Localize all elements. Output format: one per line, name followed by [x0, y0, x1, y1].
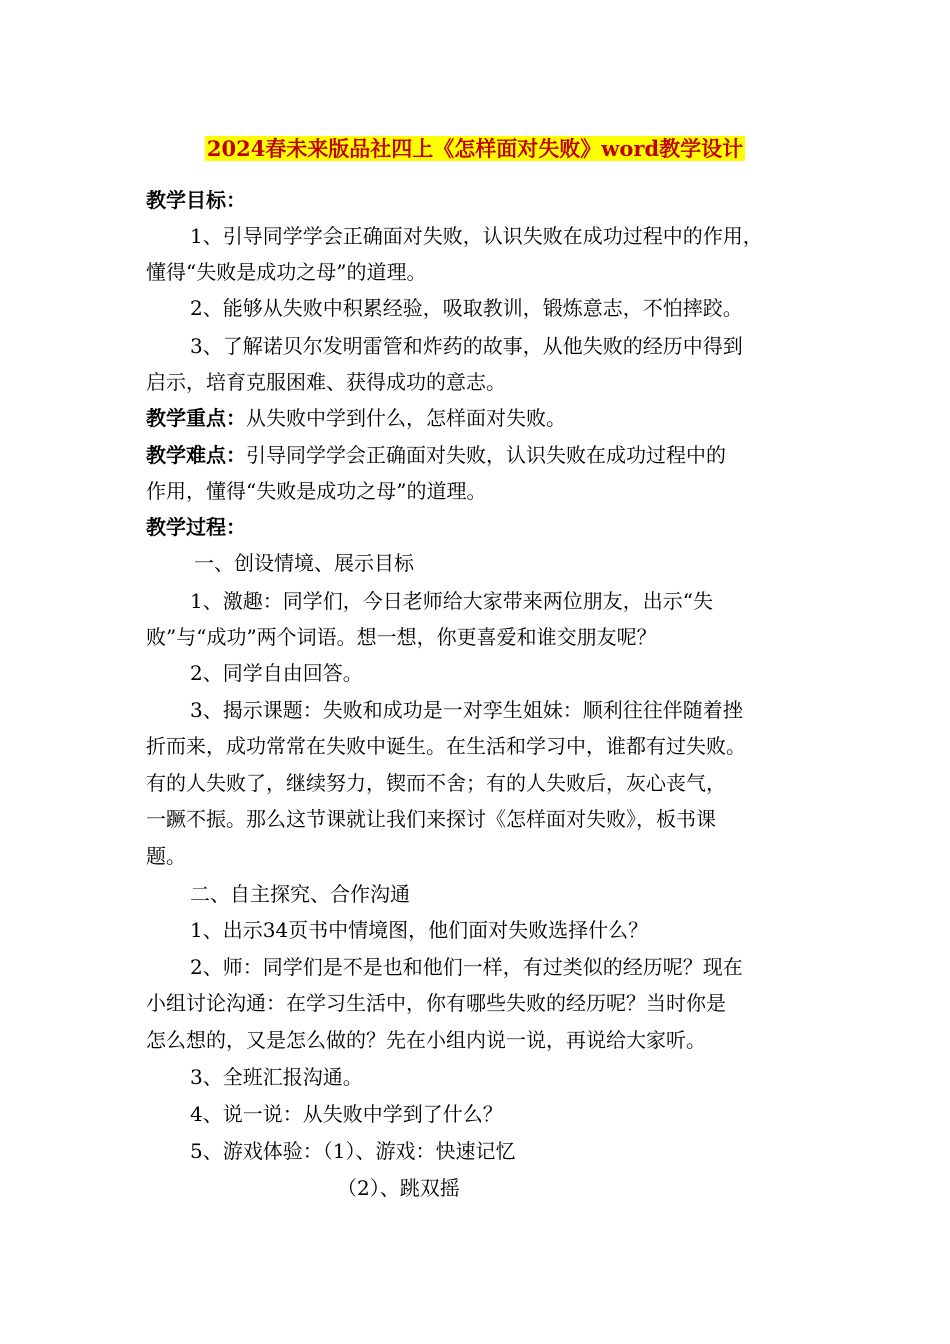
goal-3-line-2: 启示，培育克服困难、获得成功的意志。 [146, 370, 506, 394]
s1-item-3-line-1: 3、揭示课题：失败和成功是一对孪生姐妹：顺利往往伴随着挫 [190, 698, 743, 722]
goal-1-line-1: 1、引导同学学会正确面对失败，认识失败在成功过程中的作用， [190, 224, 763, 248]
s2-item-5: 5、游戏体验：（1）、游戏：快速记忆 [190, 1139, 516, 1163]
difficulty-row [146, 440, 726, 470]
goal-3-line-1: 3、了解诺贝尔发明雷管和炸药的故事，从他失败的经历中得到 [190, 334, 743, 358]
s1-item-1-line-2: 败”与“成功”两个词语。想一想，你更喜爱和谁交朋友呢？ [146, 625, 657, 649]
difficulty-label: 教学难点： [146, 443, 246, 467]
difficulty-text: 引导同学学会正确面对失败，认识失败在成功过程中的 [246, 443, 726, 467]
s1-item-3-line-4: 一蹶不振。那么这节课就让我们来探讨《怎样面对失败》，板书课 [146, 807, 716, 831]
s2-item-1: 1、出示34页书中情境图，他们面对失败选择什么？ [190, 918, 649, 942]
process-heading: 教学过程： [146, 515, 246, 539]
key-point-row [146, 403, 566, 433]
key-point-text: 从失败中学到什么，怎样面对失败。 [246, 406, 566, 430]
key-point-label: 教学重点： [146, 406, 246, 430]
s1-item-2: 2、同学自由回答。 [190, 661, 363, 685]
s2-item-3: 3、全班汇报沟通。 [190, 1065, 363, 1089]
goal-2: 2、能够从失败中积累经验，吸取教训，锻炼意志，不怕摔跤。 [190, 296, 743, 320]
difficulty-text-line-2: 作用，懂得“失败是成功之母”的道理。 [146, 479, 487, 503]
s2-item-2-line-3: 怎么想的，又是怎么做的？先在小组内说一说，再说给大家听。 [146, 1028, 706, 1052]
s2-item-2-line-2: 小组讨论沟通：在学习生活中，你有哪些失败的经历呢？当时你是 [146, 991, 726, 1015]
goal-1-line-2: 懂得“失败是成功之母”的道理。 [146, 260, 427, 284]
section-2-heading: 二、自主探究、合作沟通 [190, 882, 410, 906]
s1-item-3-line-3: 有的人失败了，继续努力，锲而不舍；有的人失败后，灰心丧气， [146, 771, 726, 795]
s1-item-3-line-2: 折而来，成功常常在失败中诞生。在生活和学习中，谁都有过失败。 [146, 734, 746, 758]
s1-item-3-line-5: 题。 [146, 844, 186, 868]
s1-item-1-line-1: 1、激趣：同学们，今日老师给大家带来两位朋友，出示“失 [190, 589, 713, 613]
s2-item-2-line-1: 2、师：同学们是不是也和他们一样，有过类似的经历呢？现在 [190, 955, 743, 979]
s2-item-4: 4、说一说：从失败中学到了什么？ [190, 1102, 503, 1126]
section-1-heading: 一、创设情境、展示目标 [194, 551, 414, 575]
document-title-wrap [0, 134, 950, 164]
goals-heading: 教学目标： [146, 188, 246, 212]
s2-item-5-sub-2: （2）、跳双摇 [337, 1176, 460, 1200]
document-title: 2024春未来版品社四上《怎样面对失败》word教学设计 [206, 136, 744, 161]
